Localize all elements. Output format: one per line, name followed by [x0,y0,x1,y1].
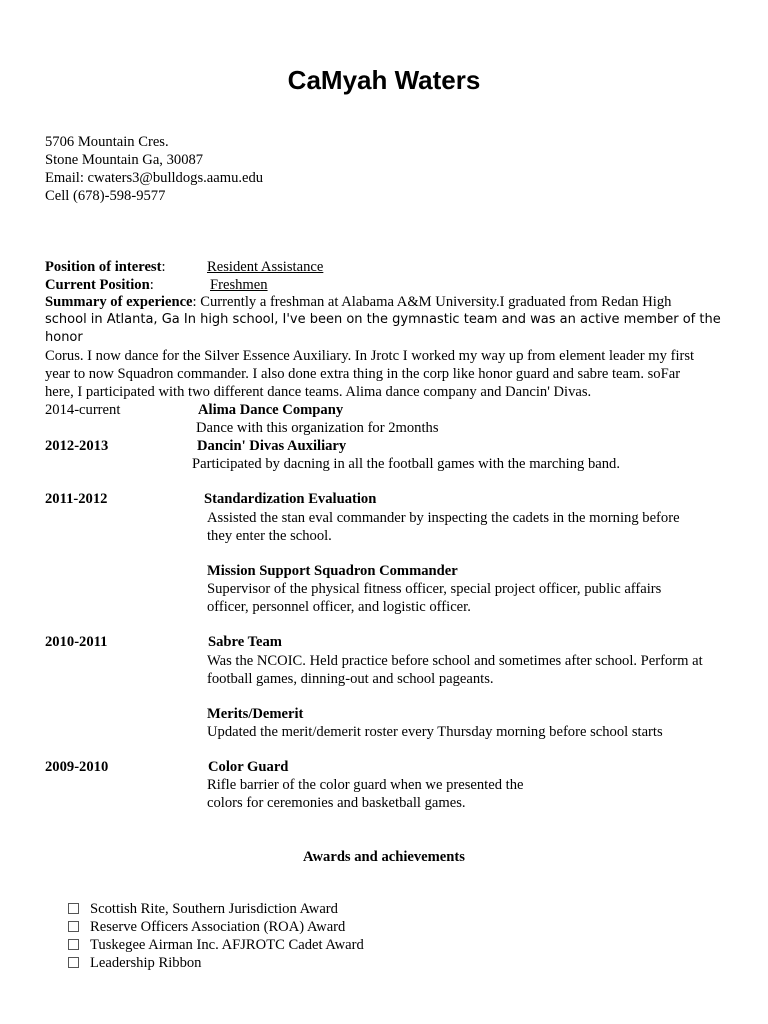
date-label: 2014-current [45,402,121,418]
current-label: Current Position [45,277,150,293]
award-item [68,900,338,918]
entry-description: Rifle barrier of the color guard when we presented the [207,777,524,793]
current-position: Current Position: [45,277,154,293]
award-item [68,936,364,954]
summary-text-5: here, I participated with two different dance teams. Alima dance company and Dancin' Divas. [45,384,592,400]
entry-title: Merits/Demerit [207,706,304,722]
entry-description: Supervisor of the physical fitness officer, special project officer, public affairs [207,581,662,597]
resume-name: CaMyah Waters [287,65,481,95]
entry-title: Dancin' Divas Auxiliary [197,438,347,454]
checkbox-icon [68,921,79,932]
checkbox-icon [68,903,79,914]
awards-heading: Awards and achievements [303,849,465,865]
position-label: Position of interest [45,259,162,275]
entry-description: colors for ceremonies and basketball games. [207,795,466,811]
date-label: 2010-2011 [45,634,108,650]
summary-text-2: school in Atlanta, Ga In high school, I've been on the gymnastic team and was an active member of the honor [45,312,721,345]
entry-title: Standardization Evaluation [204,491,377,507]
summary-text-3: Corus. I now dance for the Silver Essence Auxiliary. In Jrotc I worked my way up from element leader my first [45,348,695,364]
cell-line: Cell (678)-598-9577 [45,188,166,204]
entry-description: they enter the school. [207,528,332,544]
entry-title: Alima Dance Company [198,402,344,418]
entry-description: Participated by dacning in all the football games with the marching band. [192,456,620,472]
award-text: Tuskegee Airman Inc. AFJROTC Cadet Award [90,937,364,953]
entry-description: Updated the merit/demerit roster every Thursday morning before school starts [207,724,663,740]
award-text: Reserve Officers Association (ROA) Award [90,919,346,935]
entry-description: Dance with this organization for 2months [196,420,439,436]
date-label: 2012-2013 [45,438,109,454]
entry-description: Assisted the stan eval commander by inspecting the cadets in the morning before [207,510,680,526]
award-text: Scottish Rite, Southern Jurisdiction Award [90,901,338,917]
position-value: Resident Assistance [207,259,324,275]
entry-description: Was the NCOIC. Held practice before school and sometimes after school. Perform at [207,653,703,669]
entry-description: officer, personnel officer, and logistic officer. [207,599,471,615]
address-line-2: Stone Mountain Ga, 30087 [45,152,204,168]
award-item [68,918,345,936]
summary-text-4: year to now Squadron commander. I also done extra thing in the corp like honor guard and sabre team. soFar [45,366,681,382]
entry-description: football games, dinning-out and school pageants. [207,671,494,687]
summary-label: Summary of experience [45,294,193,310]
summary-of-experience [45,293,735,401]
entry-title: Sabre Team [208,634,282,650]
checkbox-icon [68,939,79,950]
address-line-1: 5706 Mountain Cres. [45,134,169,150]
position-of-interest: Position of interest: [45,259,166,275]
email-line: Email: cwaters3@bulldogs.aamu.edu [45,170,264,186]
checkbox-icon [68,957,79,968]
date-label: 2011-2012 [45,491,108,507]
award-text: Leadership Ribbon [90,955,202,971]
entry-title: Mission Support Squadron Commander [207,563,458,579]
current-value: Freshmen [210,277,268,293]
date-label: 2009-2010 [45,759,109,775]
entry-title: Color Guard [208,759,289,775]
award-item [68,954,201,972]
summary-text-1: : Currently a freshman at Alabama A&M University.I graduated from Redan High [192,294,672,310]
